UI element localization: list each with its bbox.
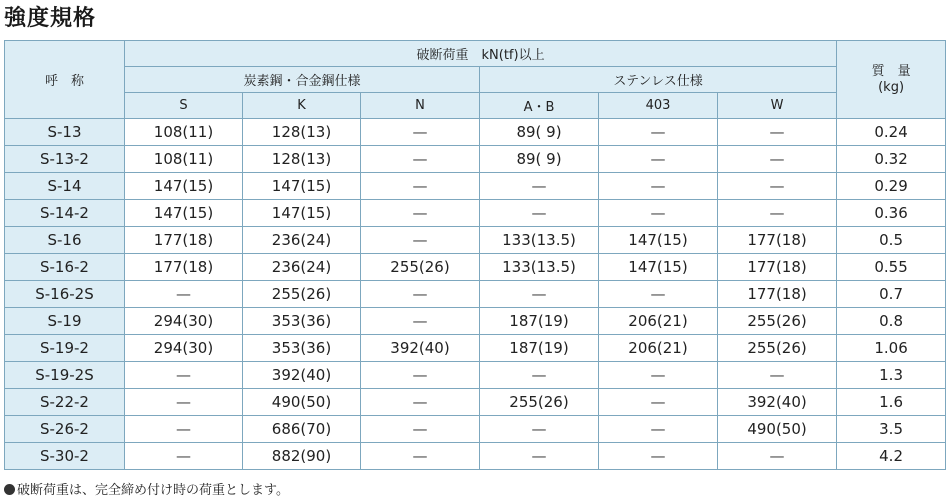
header-col-403: 403 [599, 93, 718, 119]
row-name: S-16 [5, 227, 125, 254]
row-name: S-14 [5, 173, 125, 200]
row-name: S-19 [5, 308, 125, 335]
header-col-w: W [718, 93, 837, 119]
cell-n: — [361, 443, 480, 470]
cell-403: — [599, 119, 718, 146]
cell-k: 353(36) [243, 308, 361, 335]
cell-w: 490(50) [718, 416, 837, 443]
cell-k: 490(50) [243, 389, 361, 416]
cell-w: — [718, 200, 837, 227]
cell-403: — [599, 443, 718, 470]
table-row [5, 362, 946, 389]
cell-n: — [361, 146, 480, 173]
cell-403: — [599, 362, 718, 389]
cell-n: — [361, 416, 480, 443]
cell-mass: 0.32 [837, 146, 946, 173]
table-row [5, 146, 946, 173]
cell-mass: 4.2 [837, 443, 946, 470]
row-name: S-16-2 [5, 254, 125, 281]
cell-s: 147(15) [125, 200, 243, 227]
cell-s: 177(18) [125, 227, 243, 254]
footnote-text: 破断荷重は、完全締め付け時の荷重とします。 [17, 483, 289, 498]
row-name: S-19-2 [5, 335, 125, 362]
table-row [5, 173, 946, 200]
cell-w: — [718, 173, 837, 200]
table-row [5, 119, 946, 146]
strength-spec-table [4, 40, 946, 470]
cell-403: — [599, 200, 718, 227]
cell-k: 882(90) [243, 443, 361, 470]
cell-s: — [125, 443, 243, 470]
cell-n: — [361, 389, 480, 416]
bullet-icon [4, 484, 15, 495]
cell-n: — [361, 119, 480, 146]
cell-ab: 89( 9) [480, 119, 599, 146]
cell-403: 147(15) [599, 254, 718, 281]
cell-k: 147(15) [243, 173, 361, 200]
cell-mass: 3.5 [837, 416, 946, 443]
cell-403: 206(21) [599, 335, 718, 362]
row-name: S-26-2 [5, 416, 125, 443]
cell-n: 392(40) [361, 335, 480, 362]
cell-w: — [718, 119, 837, 146]
cell-ab: — [480, 173, 599, 200]
cell-s: 108(11) [125, 146, 243, 173]
row-name: S-19-2S [5, 362, 125, 389]
cell-ab: — [480, 200, 599, 227]
cell-mass: 0.24 [837, 119, 946, 146]
row-name: S-22-2 [5, 389, 125, 416]
header-col-n: N [361, 93, 480, 119]
cell-w: — [718, 362, 837, 389]
cell-mass: 1.6 [837, 389, 946, 416]
cell-ab: 255(26) [480, 389, 599, 416]
cell-s: — [125, 416, 243, 443]
cell-mass: 0.7 [837, 281, 946, 308]
cell-w: 392(40) [718, 389, 837, 416]
table-row [5, 254, 946, 281]
cell-mass: 0.5 [837, 227, 946, 254]
cell-k: 392(40) [243, 362, 361, 389]
cell-403: — [599, 173, 718, 200]
cell-w: — [718, 146, 837, 173]
cell-ab: — [480, 362, 599, 389]
table-row [5, 200, 946, 227]
cell-mass: 0.55 [837, 254, 946, 281]
cell-k: 255(26) [243, 281, 361, 308]
table-row [5, 308, 946, 335]
cell-ab: 89( 9) [480, 146, 599, 173]
header-breaking-load: 破断荷重 kN(tf)以上 [125, 41, 837, 67]
table-row [5, 389, 946, 416]
cell-n: — [361, 281, 480, 308]
cell-403: — [599, 146, 718, 173]
row-name: S-30-2 [5, 443, 125, 470]
header-col-s: S [125, 93, 243, 119]
cell-k: 236(24) [243, 254, 361, 281]
cell-s: 177(18) [125, 254, 243, 281]
cell-ab: 133(13.5) [480, 254, 599, 281]
header-mass-unit: (kg) [878, 79, 905, 95]
cell-ab: 133(13.5) [480, 227, 599, 254]
header-name: 呼 称 [5, 41, 125, 119]
table-row [5, 443, 946, 470]
cell-mass: 1.06 [837, 335, 946, 362]
cell-w: 255(26) [718, 335, 837, 362]
cell-n: — [361, 227, 480, 254]
cell-mass: 0.8 [837, 308, 946, 335]
header-carbon-group: 炭素鋼・合金鋼仕様 [125, 67, 480, 93]
cell-ab: 187(19) [480, 308, 599, 335]
cell-n: — [361, 173, 480, 200]
cell-ab: 187(19) [480, 335, 599, 362]
table-body [5, 119, 946, 470]
cell-s: 294(30) [125, 335, 243, 362]
cell-w: — [718, 443, 837, 470]
cell-403: 206(21) [599, 308, 718, 335]
table-row [5, 227, 946, 254]
cell-s: — [125, 281, 243, 308]
cell-mass: 0.29 [837, 173, 946, 200]
cell-k: 147(15) [243, 200, 361, 227]
cell-s: 294(30) [125, 308, 243, 335]
cell-403: — [599, 416, 718, 443]
header-mass-label: 質 量 [871, 63, 911, 79]
table-row [5, 335, 946, 362]
cell-n: — [361, 308, 480, 335]
cell-k: 128(13) [243, 146, 361, 173]
cell-k: 686(70) [243, 416, 361, 443]
header-stainless-group: ステンレス仕様 [480, 67, 837, 93]
cell-k: 128(13) [243, 119, 361, 146]
cell-w: 177(18) [718, 227, 837, 254]
cell-mass: 1.3 [837, 362, 946, 389]
cell-ab: — [480, 443, 599, 470]
cell-s: — [125, 389, 243, 416]
cell-w: 255(26) [718, 308, 837, 335]
cell-w: 177(18) [718, 281, 837, 308]
row-name: S-16-2S [5, 281, 125, 308]
cell-n: — [361, 200, 480, 227]
cell-mass: 0.36 [837, 200, 946, 227]
cell-k: 353(36) [243, 335, 361, 362]
row-name: S-13-2 [5, 146, 125, 173]
footnote [4, 482, 289, 500]
cell-403: — [599, 281, 718, 308]
cell-403: — [599, 389, 718, 416]
cell-ab: — [480, 281, 599, 308]
cell-w: 177(18) [718, 254, 837, 281]
cell-ab: — [480, 416, 599, 443]
header-col-ab: A・B [480, 93, 599, 119]
cell-403: 147(15) [599, 227, 718, 254]
row-name: S-14-2 [5, 200, 125, 227]
cell-s: 108(11) [125, 119, 243, 146]
header-mass [837, 41, 946, 119]
page-title: 強度規格 [4, 6, 97, 31]
cell-s: — [125, 362, 243, 389]
cell-n: 255(26) [361, 254, 480, 281]
cell-s: 147(15) [125, 173, 243, 200]
cell-n: — [361, 362, 480, 389]
cell-k: 236(24) [243, 227, 361, 254]
table-row [5, 281, 946, 308]
row-name: S-13 [5, 119, 125, 146]
table-row [5, 416, 946, 443]
header-col-k: K [243, 93, 361, 119]
